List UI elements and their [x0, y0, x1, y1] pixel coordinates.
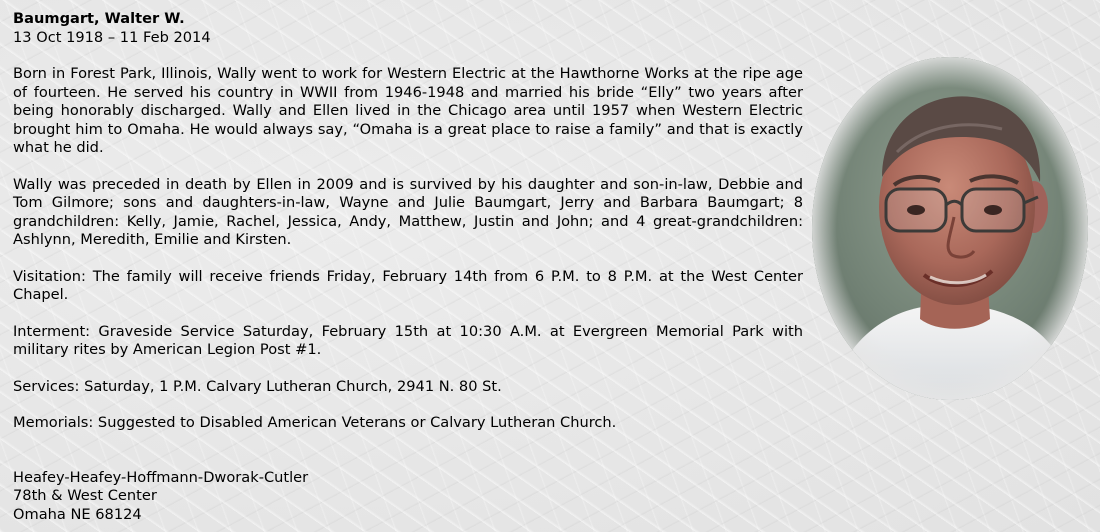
memorials-paragraph: Memorials: Suggested to Disabled American Veterans or Calvary Lutheran Church. — [13, 414, 617, 431]
funeral-home-city: Omaha NE 68124 — [13, 505, 142, 523]
obituary-text — [13, 10, 803, 524]
life-dates: 13 Oct 1918 – 11 Feb 2014 — [13, 28, 211, 46]
visitation-paragraph: Visitation: The family will receive friends Friday, February 14th from 6 P.M. to 8 P.M. at the West Center Chapel. — [13, 267, 803, 303]
interment-paragraph: Interment: Graveside Service Saturday, February 15th at 10:30 A.M. at Evergreen Memorial Park with military rites by American Legion Post #1. — [13, 322, 803, 358]
services-paragraph: Services: Saturday, 1 P.M. Calvary Lutheran Church, 2941 N. 80 St. — [13, 377, 502, 395]
funeral-home-address — [13, 469, 803, 525]
biography-paragraph: Born in Forest Park, Illinois, Wally went to work for Western Electric at the Hawthorne Works at the ripe age of fourteen. He served his country in WWII from 1946-1948 and married his bride “Elly” two years after being honorably discharged. Wally and Ellen lived in the Chicago area until 1957 when Western Electric brought him to Omaha. He would always say, “Omaha is a great place to raise a family” and that is exactly what he did. — [13, 65, 803, 156]
funeral-home-street: 78th & West Center — [13, 487, 157, 504]
portrait-photo-icon — [812, 57, 1088, 400]
survivors-paragraph: Wally was preceded in death by Ellen in 2009 and is survived by his daughter and son-in-law, Debbie and Tom Gilmore; sons and daughters-in-law, Wayne and Julie Baumgart, Jerry and Barbara Baumgart; 8 grandchildren: Kelly, Jamie, Rachel, Jessica, Andy, Matthew, Justin and John; and 4 great-grandchildren: Ashlynn, Meredith, Emilie and Kirsten. — [13, 175, 803, 248]
funeral-home-name: Heafey-Heafey-Hoffmann-Dworak-Cutler — [13, 468, 309, 486]
deceased-name: Baumgart, Walter W. — [13, 10, 185, 27]
portrait-photo — [812, 57, 1088, 400]
